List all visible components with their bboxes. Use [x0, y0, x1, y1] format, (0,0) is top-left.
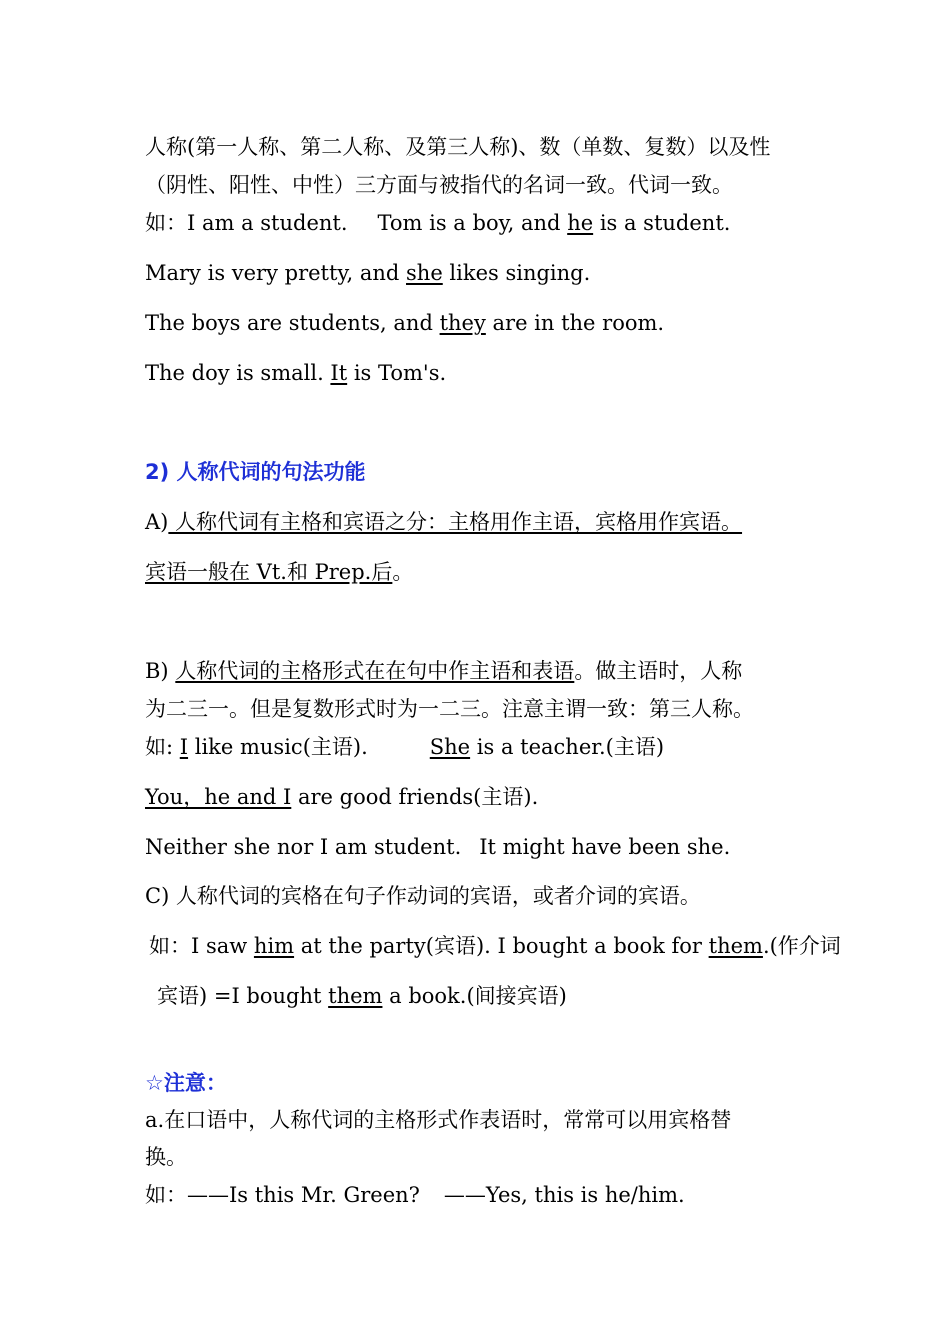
underlined-pronoun: You，he and I	[145, 785, 292, 809]
note-line2: 换。	[145, 1145, 187, 1169]
example-text: Mary is very pretty, and	[145, 261, 407, 285]
example-text: .(作介词	[762, 934, 841, 958]
section-label: B)	[145, 659, 176, 683]
section-heading: 2) 人称代词的句法功能	[145, 460, 366, 484]
example-text: ——Yes, this is he/him.	[443, 1183, 685, 1207]
example-text: like music(主语).	[188, 735, 368, 759]
section-a-line1	[145, 507, 742, 537]
example-text: is a student.	[593, 211, 731, 235]
example-text: 宾语) =I bought	[157, 984, 329, 1008]
body-text: 。做主语时，人称	[574, 659, 743, 683]
example-line-3	[145, 358, 446, 388]
underlined-pronoun: She	[429, 735, 471, 759]
section-label: A)	[145, 510, 169, 534]
underlined-pronoun: It	[330, 361, 348, 385]
example-line-2	[145, 308, 664, 338]
example-text: It might have been she.	[479, 835, 731, 859]
example-prefix: 如:	[145, 735, 180, 759]
section-c-line3	[157, 981, 567, 1011]
example-text: are good friends(主语).	[291, 785, 539, 809]
underlined-pronoun: him	[253, 934, 295, 958]
example-text: The doy is small.	[145, 361, 331, 385]
underlined-text: 人称代词有主格和宾语之分：主格用作主语，宾格用作宾语。	[168, 510, 743, 534]
underlined-pronoun: they	[439, 311, 486, 335]
underlined-pronoun: she	[406, 261, 443, 285]
example-text: is a teacher.(主语)	[470, 735, 665, 759]
underlined-text: 宾语一般在 Vt.和 Prep.后	[145, 560, 393, 584]
section-a-line2	[145, 557, 413, 587]
example-text: is Tom's.	[347, 361, 447, 385]
example-text: are in the room.	[485, 311, 665, 335]
note-line1: a.在口语中，人称代词的主格形式作表语时，常常可以用宾格替	[145, 1108, 732, 1132]
example-text: Neither she nor I am student.	[145, 835, 462, 859]
example-text: Tom is a boy, and	[377, 211, 568, 235]
example-text: The boys are students, and	[145, 311, 440, 335]
note-heading: ☆注意：	[145, 1071, 227, 1095]
example-prefix: 如：I am a student.	[145, 211, 348, 235]
section-c-line1: C) 人称代词的宾格在句子作动词的宾语，或者介词的宾语。	[145, 884, 701, 908]
section-b-line1	[145, 656, 742, 686]
para1-line1: 人称(第一人称、第二人称、及第三人称)、数（单数、复数）以及性	[145, 135, 771, 159]
section-b-line5	[145, 832, 730, 862]
para1-line2: （阴性、阳性、中性）三方面与被指代的名词一致。代词一致。	[145, 173, 733, 197]
section-c-line2	[149, 931, 841, 961]
punctuation: 。	[392, 560, 414, 584]
para1-line3	[145, 208, 730, 238]
example-text: a book.(间接宾语)	[382, 984, 567, 1008]
section-b-line3	[145, 732, 664, 762]
underlined-text: 人称代词的主格形式在在句中作主语和表语	[175, 659, 575, 683]
underlined-pronoun: them	[708, 934, 763, 958]
note-line3	[145, 1180, 685, 1210]
example-line-1	[145, 258, 590, 288]
underlined-pronoun: he	[567, 211, 594, 235]
example-text: likes singing.	[442, 261, 591, 285]
example-text: 如：——Is this Mr. Green?	[145, 1183, 420, 1207]
section-b-line2: 为二三一。但是复数形式时为一二三。注意主谓一致：第三人称。	[145, 697, 754, 721]
example-text: at the party(宾语). I bought a book for	[294, 934, 709, 958]
section-b-line4	[145, 782, 538, 812]
underlined-pronoun: them	[328, 984, 383, 1008]
underlined-pronoun: I	[179, 735, 189, 759]
example-prefix: 如：I saw	[149, 934, 254, 958]
